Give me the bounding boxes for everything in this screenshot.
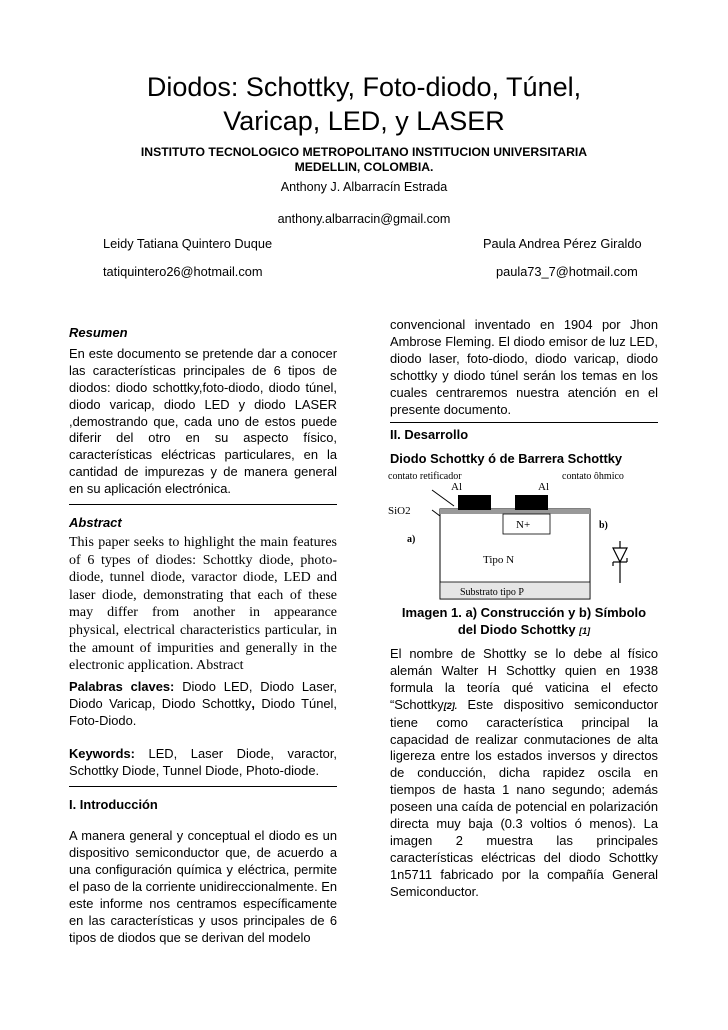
palabras-label: Palabras claves: — [69, 678, 175, 694]
keywords — [69, 746, 337, 780]
author-right: Paula Andrea Pérez Giraldo — [483, 236, 642, 251]
intro-continuation: convencional inventado en 1904 por Jhon Ambrose Fleming. El diodo emisor de luz LED, diodo laser, foto-diodo, diodo varicap, diodo schottky y diodo túnel serán los temas en los cuales centraremos nuestra atención en el presente documento. — [390, 317, 658, 417]
schottky-body — [390, 646, 658, 901]
intro-heading: I. Introducción — [69, 797, 158, 813]
left-column — [69, 325, 337, 947]
paper-title — [0, 70, 728, 138]
author-left: Leidy Tatiana Quintero Duque — [103, 236, 273, 251]
institution — [0, 145, 728, 175]
caption-line-2: del Diodo Schottky [1] — [457, 622, 591, 637]
author-main: Anthony J. Albarracín Estrada — [280, 180, 448, 194]
institution-line-2: MEDELLIN, COLOMBIA. — [294, 160, 434, 174]
resumen-text: En este documento se pretende dar a conocer las características principales de 6 tipos de diodos: diodo schottky,foto-diodo, diodo túnel, diodo varicap, diodo LED y diodo LASER ,demostrando que, cada uno de estos puede diferir del otro en su aspecto físico, características eléctricas particulares, en la cantidad de impurezas y de manera general en su aplicación electrónica. — [69, 345, 337, 497]
right-column — [390, 317, 658, 468]
abstract-text: This paper seeks to highlight the main features of 6 types of diodes: Schottky diode, photo-diode, tunnel diode, varactor diode, LED and laser diode, demonstrating that each of these may differ from another in appearance physical, electrical characteristics particular, in the amount of impurities and generally in the electronic application. Abstract — [69, 534, 337, 674]
label-al-1: Al — [451, 481, 462, 493]
label-nplus: N+ — [516, 519, 531, 531]
figure-caption — [390, 604, 658, 640]
schottky-figure — [388, 468, 660, 600]
divider — [69, 504, 337, 505]
abstract-heading: Abstract — [69, 515, 122, 531]
label-sio2: SiO2 — [388, 505, 411, 517]
label-a: a) — [407, 534, 416, 545]
intro-text: A manera general y conceptual el diodo es un dispositivo semiconductor que, de acuerdo a una configuración química y eléctrica, permite el paso de la corriente unidireccionalmente. En este informe nos centramos específicamente en las características y usos principales de 6 tipos de diodos que se derivan del modelo — [69, 828, 337, 945]
label-substrato: Substrato tipo P — [460, 587, 524, 598]
body-ref: [2]. — [443, 700, 458, 711]
caption-line-1: Imagen 1. a) Construcción y b) Símbolo — [401, 605, 647, 620]
institution-line-1: INSTITUTO TECNOLOGICO METROPOLITANO INSTITUCION UNIVERSITARIA — [140, 145, 588, 159]
palabras-comma: , — [251, 695, 255, 711]
label-tipo-n: Tipo N — [483, 554, 515, 566]
email-right: paula73_7@hotmail.com — [496, 264, 638, 279]
keywords-label: Keywords: — [69, 746, 135, 762]
caption-ref: [1] — [579, 626, 591, 636]
divider — [69, 786, 337, 787]
arrow-line — [432, 510, 440, 516]
label-contacto-rectificador: contato retificador — [388, 471, 462, 482]
title-line-1: Diodos: Schottky, Foto-diodo, Túnel, — [146, 72, 582, 102]
resumen-heading: Resumen — [69, 325, 128, 340]
email-left: tatiquintero26@hotmail.com — [103, 264, 263, 279]
desarrollo-heading: II. Desarrollo — [390, 427, 469, 443]
keywords-text: LED, Laser Diode, varactor, Schottky Diode, Tunnel Diode, Photo-diode. — [69, 746, 337, 779]
palabras-text: Diodo LED, Diodo Laser, Diodo Varicap, Diodo Schottky — [69, 678, 337, 711]
label-contacto-ohmico: contato ôhmico — [562, 471, 624, 482]
metal-contact-right — [515, 495, 548, 510]
email-main: anthony.albarracin@gmail.com — [277, 212, 451, 226]
label-al-2: Al — [538, 481, 549, 493]
schottky-heading: Diodo Schottky ó de Barrera Schottky — [390, 451, 623, 467]
label-b: b) — [599, 520, 608, 531]
metal-contact-left — [458, 495, 491, 510]
schottky-diode-symbol-icon — [613, 541, 627, 583]
title-line-2: Varicap, LED, y LASER — [223, 106, 505, 136]
palabras-text-2: Diodo Túnel, Foto-Diodo. — [69, 695, 337, 728]
divider — [390, 422, 658, 423]
schottky-text: El nombre de Shottky se lo debe al físico alemán Walter H Schottky quien en 1938 formula la teoría qué vaticina el efecto “Schottky[2]. Este dispositivo semiconductor tiene como característica principal la capacidad de realizar conmutaciones de alta ligereza entre los estados inversos y directos de conducción, dicha rapidez oscila en tiempos de hasta 1 nano segundo; además poseen una caída de potencial en polarización directa muy baja (0.3 voltios ó menos). La imagen 2 muestra las principales características eléctricas del diodo Schottky 1n5711 fabricado por la compañía General Semiconductor. — [390, 646, 658, 899]
palabras-claves — [69, 679, 337, 730]
